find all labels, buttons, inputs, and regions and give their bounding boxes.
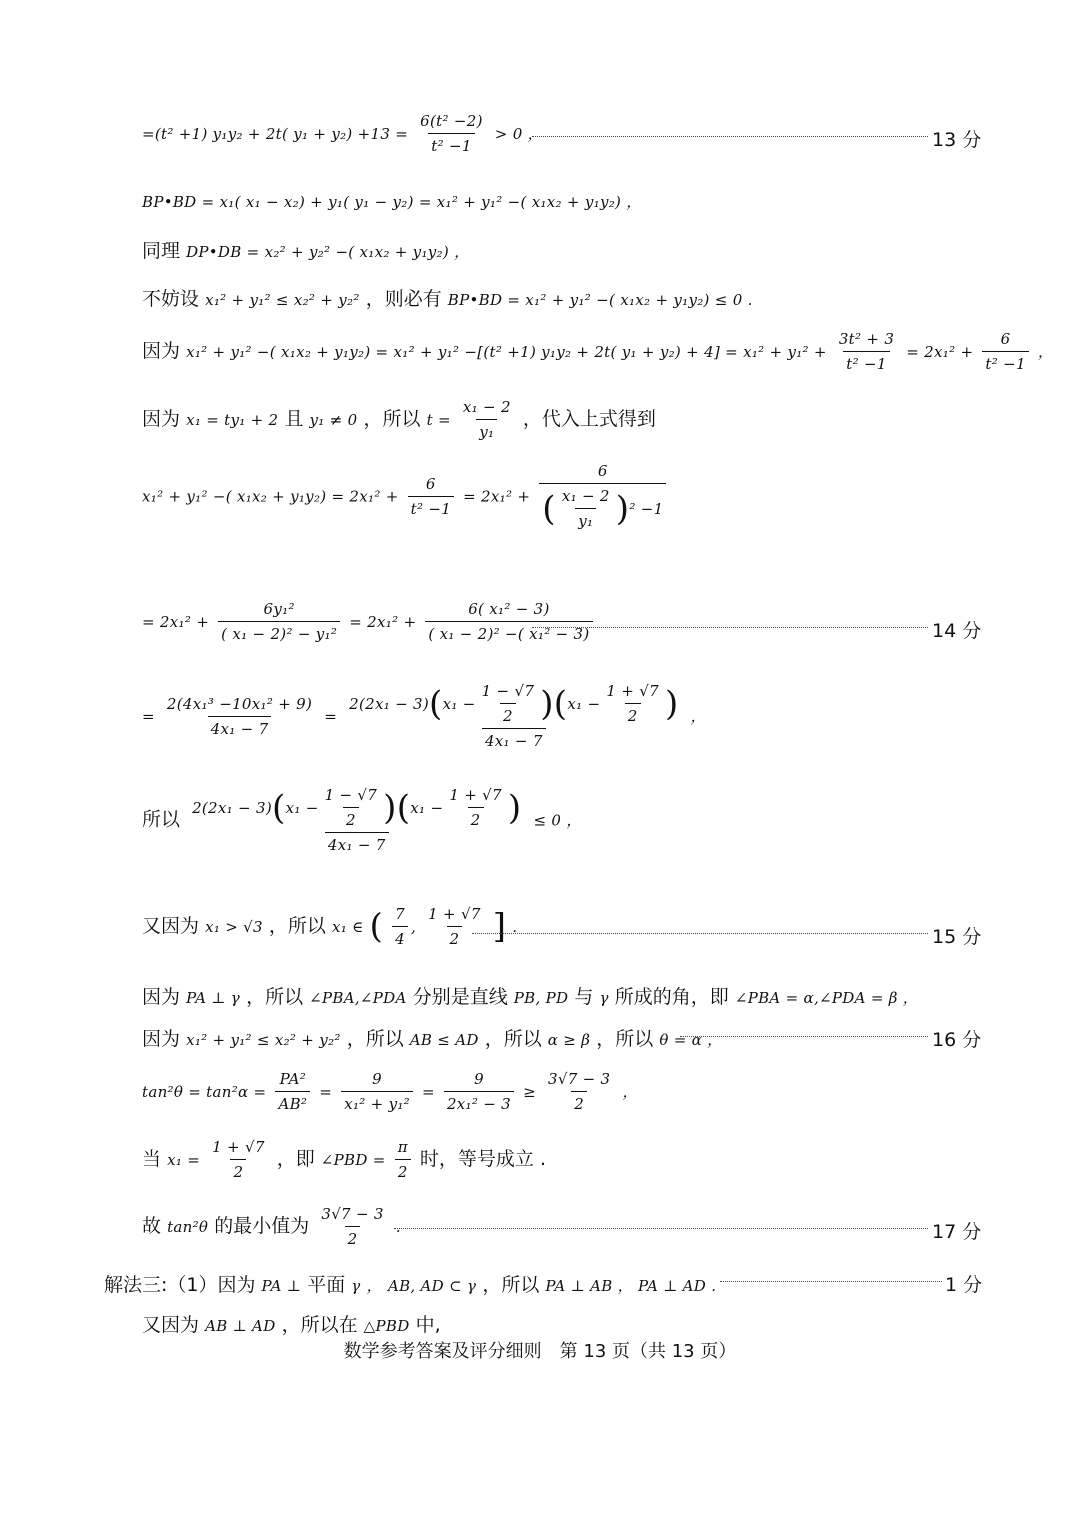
score-15: 15 分	[932, 926, 982, 948]
dotted-leader	[532, 627, 928, 628]
math: AB ⊥ AD	[205, 1317, 276, 1335]
text: 所成的角，即	[614, 986, 729, 1008]
page-footer: 数学参考答案及评分细则 第 13 页（共 13 页）	[343, 1341, 737, 1362]
line-17: 故 tan²θ 的最小值为 $\frac{3√7 - 3}{2}$ .	[142, 1205, 401, 1248]
text: ，所以	[363, 408, 421, 430]
line-tan: tan²θ = tan²α = $\frac{\text{PA²}}{\text{AB²}}$ = $\frac{9}{\text{x₁² + y₁²}}$ = $\frac{9}{\text{2x₁² − 3}}$ ≥ $\frac{3√7 - 3}{2}$ ，	[142, 1070, 638, 1113]
line-angle	[142, 982, 918, 1009]
text: ，所以在	[281, 1314, 358, 1336]
math: > 0 ，	[494, 125, 543, 143]
fraction: $\frac{\text{6y₁²}}{\text{( x₁ − 2)² − y₁²}}$	[218, 600, 340, 643]
score-13: 13 分	[932, 129, 982, 151]
text: ，所以	[268, 915, 326, 937]
score-14: 14 分	[932, 620, 982, 642]
line-15: 又因为 x₁ > √3 ，所以 x₁ ∈ ( $\frac{7}{4}$ , $\frac{1 + √7}{2}$ ] .	[142, 905, 518, 948]
fraction: $\frac{\text{PA²}}{\text{AB²}}$	[275, 1070, 310, 1113]
fraction: $\frac{7}{4}$	[392, 905, 408, 948]
text: 分别是直线	[412, 986, 508, 1008]
math: BP•BD = x₁² + y₁² −( x₁x₂ + y₁y₂) ≤ 0 .	[447, 291, 753, 309]
fraction: $\frac{6}{\text{t² −1}}$	[982, 330, 1028, 373]
text: 平面	[307, 1274, 346, 1296]
math: = 2x₁² +	[463, 487, 531, 506]
math: α ≥ β	[547, 1031, 591, 1049]
line-13	[142, 112, 543, 155]
text: ，代入上式得到	[522, 408, 656, 430]
math: ∠PBD =	[320, 1151, 386, 1169]
math: DP•DB = x₂² + y₂² −( x₁x₂ + y₁y₂) ，	[186, 243, 470, 261]
text: 且	[284, 408, 304, 430]
math: tan²θ	[167, 1218, 209, 1236]
math: γ	[599, 989, 609, 1007]
line-so: 所以 2(2x₁ − 3) ( x₁ − $\frac{1 - √7}{2}$ ) ( x₁ − $\frac{1 + √7}{2}$ ) 4x₁ − 7 ≤ 0 ，	[142, 786, 582, 854]
math: AB ≤ AD	[409, 1031, 479, 1049]
math: BP•BD = x₁( x₁ − x₂) + y₁( y₁ − y₂) = x₁² + y₁² −( x₁x₂ + y₁y₂) ，	[142, 193, 642, 211]
line-substitute	[142, 462, 669, 530]
fraction: $\frac{\text{6(t² −2)}}{\text{t² −1}}$	[420, 112, 483, 155]
text: 同理	[142, 240, 181, 262]
text: 因为	[142, 408, 181, 430]
line-again	[142, 1310, 441, 1337]
math: γ	[351, 1277, 361, 1295]
fraction: $\frac{1 + √7}{2}$	[428, 905, 481, 948]
text: ，则必有	[365, 288, 442, 310]
math: PB, PD	[513, 989, 569, 1007]
fraction: 6 ( $\frac{\text{x₁ − 2}}{\text{y₁}}$ ) ² −1	[539, 462, 666, 530]
math: =(t² +1) y₁y₂ + 2t( y₁ + y₂) +13 =	[142, 125, 409, 143]
text: 所以	[142, 808, 181, 831]
math: tan²θ = tan²α =	[142, 1083, 267, 1101]
fraction: $\frac{3√7 - 3}{2}$	[548, 1070, 611, 1113]
math: ∠PBA = α,∠PDA = β ，	[734, 989, 919, 1007]
text: 解法三:（1）因为	[104, 1274, 256, 1296]
fraction: $\frac{1 + √7}{2}$	[212, 1138, 265, 1181]
text: 的最小值为	[214, 1215, 310, 1237]
text: 又因为	[142, 1314, 200, 1336]
math: x₁ > √3	[205, 918, 263, 936]
score-17: 17 分	[932, 1221, 982, 1243]
text: ，所以	[346, 1028, 404, 1050]
math: AB, AD ⊂ γ	[387, 1277, 477, 1295]
fraction: $\frac{\text{6( x₁² − 3)}}{\text{( x₁ − 2)² −( x₁² − 3)}}$	[425, 600, 592, 643]
line-16	[142, 1024, 722, 1051]
math: x₁² + y₁² −( x₁x₂ + y₁y₂) = x₁² + y₁² −[(t² +1) y₁y₂ + 2t( y₁ + y₂) + 4] = x₁² + y₁² +	[186, 343, 827, 361]
line-bp-bd	[142, 190, 642, 212]
math: x₁² + y₁² ≤ x₂² + y₂²	[186, 1031, 341, 1049]
line-factor: = $\frac{\text{2(4x₁³ −10x₁² + 9)}}{\text{4x₁ − 7}}$ = 2(2x₁ − 3) ( x₁ − $\frac{1 - √7}{2}$ ) ( x₁ − $\frac{1 + √7}{2}$ ) 4x₁ − 7 ，	[142, 682, 706, 750]
fraction: $\frac{6}{\text{t² −1}}$	[408, 475, 454, 518]
math: = 2x₁² +	[142, 613, 210, 631]
text: ，所以	[596, 1028, 654, 1050]
math: = 2x₁² +	[906, 343, 974, 361]
math: PA ⊥ γ	[186, 989, 241, 1007]
line-assume	[142, 284, 753, 311]
math: PA ⊥	[261, 1277, 302, 1295]
text: ，即	[276, 1148, 315, 1170]
text: 与	[574, 986, 594, 1008]
text: ，所以	[246, 986, 304, 1008]
math: PA ⊥ AB ， PA ⊥ AD .	[545, 1277, 717, 1295]
line-equality	[142, 1138, 546, 1181]
text: 因为	[142, 986, 181, 1008]
fraction: 2(2x₁ − 3) ( x₁ − $\frac{1 - √7}{2}$ ) ( x₁ − $\frac{1 + √7}{2}$ ) 4x₁ − 7	[349, 682, 679, 750]
fraction: 2(2x₁ − 3) ( x₁ − $\frac{1 - √7}{2}$ ) ( x₁ − $\frac{1 + √7}{2}$ ) 4x₁ − 7	[192, 786, 522, 854]
math: x₁² + y₁² ≤ x₂² + y₂²	[205, 291, 360, 309]
text: 不妨设	[142, 288, 200, 310]
math: x₁ = ty₁ + 2	[186, 411, 279, 429]
text: 因为	[142, 340, 181, 362]
line-same-reason	[142, 236, 469, 263]
dotted-leader	[394, 1228, 928, 1229]
line-because-2	[142, 398, 656, 441]
math: = 2x₁² +	[349, 613, 417, 631]
score-1: 1 分	[945, 1274, 983, 1296]
math: t =	[426, 411, 451, 429]
dotted-leader	[472, 933, 928, 934]
line-because-1: 因为 x₁² + y₁² −( x₁x₂ + y₁y₂) = x₁² + y₁² −[(t² +1) y₁y₂ + 2t( y₁ + y₂) + 4] = x₁² + y₁² + $\frac{\text{3t² + 3}}{\text{t² −1}}$ = 2x₁² + $\frac{6}{\text{t² −1}}$ ，	[142, 330, 1054, 373]
text: 故	[142, 1215, 162, 1237]
text: 时，等号成立 .	[419, 1148, 547, 1170]
math: θ = α ，	[659, 1031, 723, 1049]
text: ，所以	[482, 1274, 540, 1296]
line-method-3: 解法三:（1）因为 PA ⊥ 平面 γ ， AB, AD ⊂ γ ，所以 PA ⊥ AB ， PA ⊥ AD .	[104, 1274, 717, 1296]
text: 又因为	[142, 915, 200, 937]
fraction: $\frac{9}{\text{x₁² + y₁²}}$	[341, 1070, 413, 1113]
math: y₁ ≠ 0	[309, 411, 358, 429]
dotted-leader	[680, 1036, 928, 1037]
math: x₁ ∈	[331, 918, 364, 936]
fraction: $\frac{\text{2(4x₁³ −10x₁² + 9)}}{\text{4x₁ − 7}}$	[166, 694, 313, 738]
text: 因为	[142, 1028, 181, 1050]
fraction: $\frac{3√7 - 3}{2}$	[321, 1205, 384, 1248]
math: ∠PBA,∠PDA	[309, 989, 407, 1007]
text: 中,	[415, 1314, 441, 1336]
text: ，所以	[484, 1028, 542, 1050]
score-16: 16 分	[932, 1029, 982, 1051]
dotted-leader	[532, 136, 928, 137]
fraction: $\frac{\text{x₁ − 2}}{\text{y₁}}$	[462, 398, 511, 441]
dotted-leader	[720, 1281, 942, 1282]
math: x₁² + y₁² −( x₁x₂ + y₁y₂) = 2x₁² +	[142, 487, 399, 506]
math: x₁ =	[167, 1151, 201, 1169]
fraction: $\frac{\pi}{2}$	[395, 1138, 411, 1181]
fraction: $\frac{\text{3t² + 3}}{\text{t² −1}}$	[838, 330, 895, 373]
text: 当	[142, 1148, 162, 1170]
math: △PBD	[363, 1317, 410, 1335]
fraction: $\frac{9}{\text{2x₁² − 3}}$	[444, 1070, 514, 1113]
line-14	[142, 600, 596, 643]
